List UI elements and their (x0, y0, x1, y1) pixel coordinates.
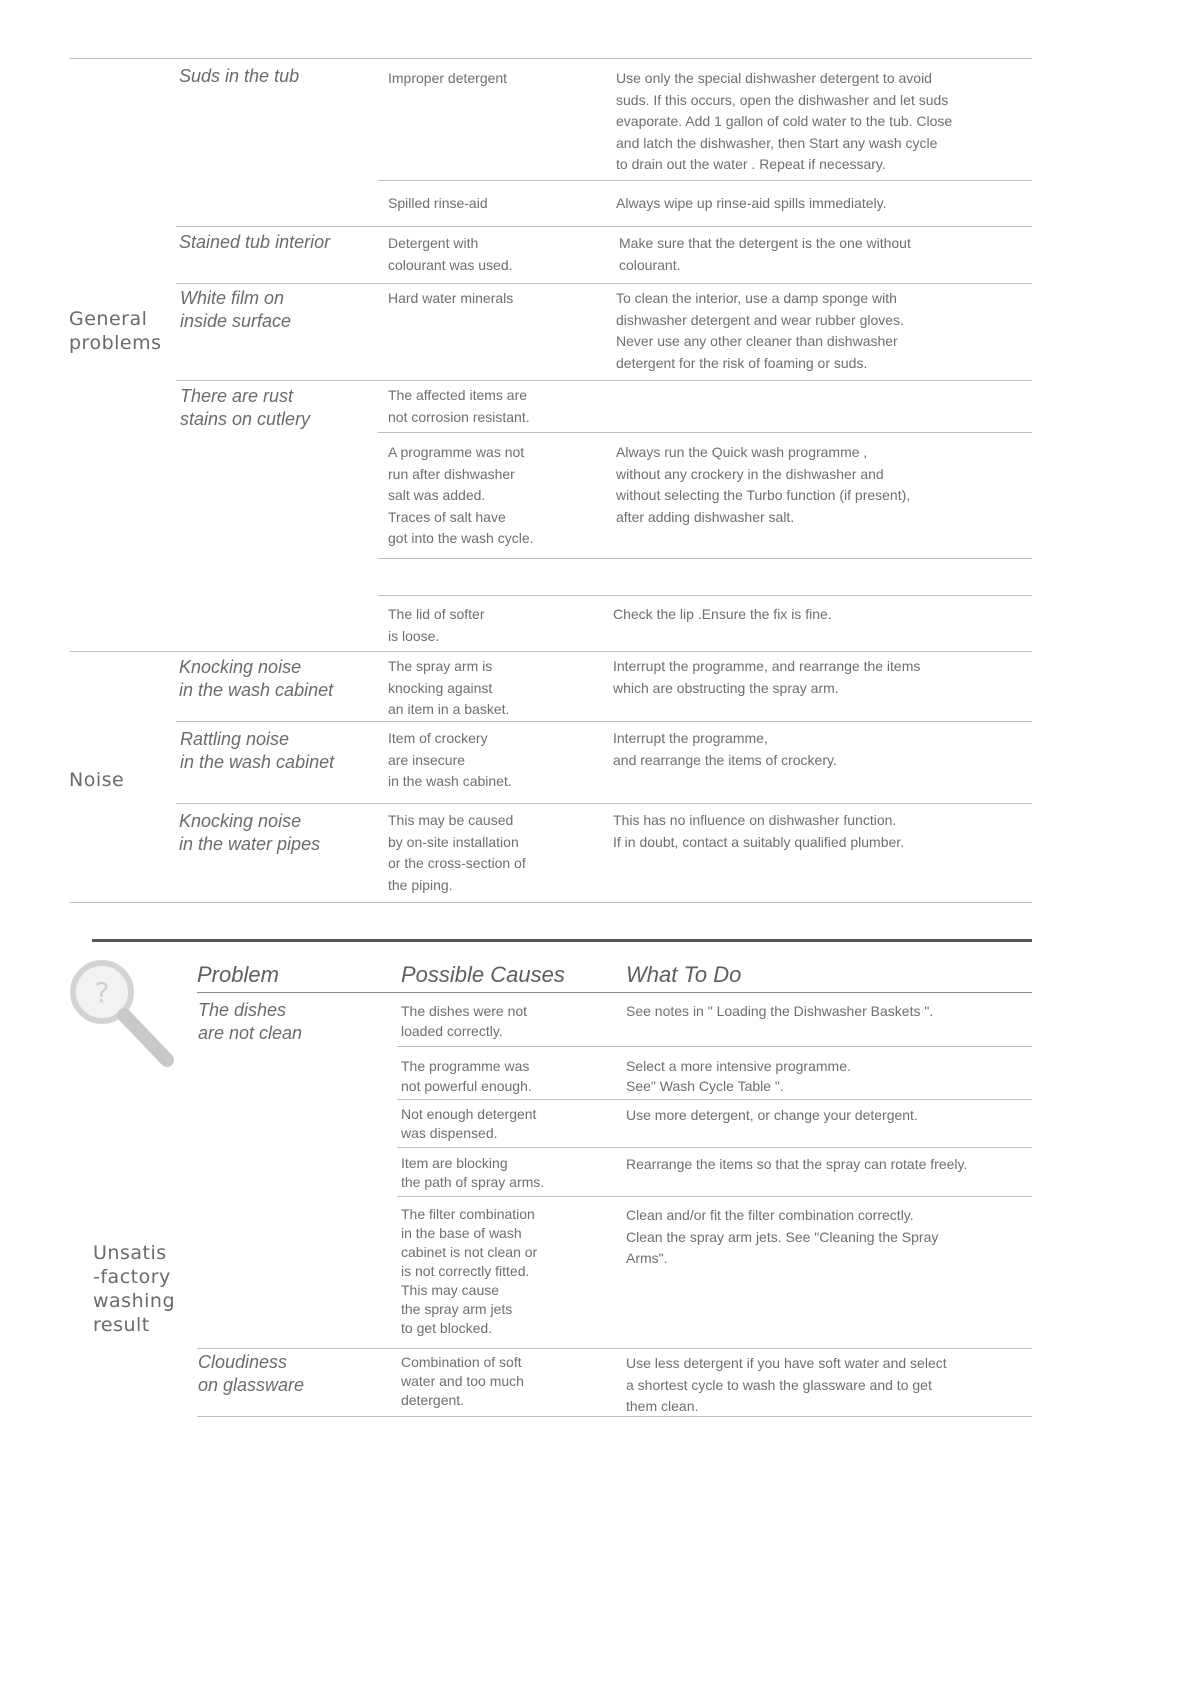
problem-cell: Cloudiness on glassware (198, 1352, 305, 1395)
category-noise: Noise (69, 769, 125, 791)
table-rule (197, 1348, 1032, 1349)
todo-cell: Interrupt the programme, and rearrange the items which are obstructing the spray arm. (613, 658, 921, 696)
cause-cell: Combination of soft water and too much detergent. (401, 1354, 524, 1408)
svg-text:?: ? (94, 976, 110, 1009)
category-general-problems: General problems (69, 308, 162, 354)
todo-cell: Use only the special dishwasher detergent to avoid suds. If this occurs, open the dishwasher and let suds evaporate. Add 1 gallon of cold water to the tub. Close and latch the dishwasher, then Start any wash cycle to drain out the water . Repeat if necessary. (616, 70, 953, 172)
table-rule (176, 721, 1032, 722)
problem-cell: Knocking noise in the wash cabinet (179, 657, 334, 700)
cause-cell: The lid of softer is loose. (388, 606, 485, 644)
todo-cell: Rearrange the items so that the spray can rotate freely. (626, 1156, 968, 1172)
table-rule (378, 432, 1032, 433)
todo-cell: Interrupt the programme, and rearrange the items of crockery. (613, 730, 837, 768)
problem-cell: White film on inside surface (180, 288, 292, 331)
cause-cell: The filter combination in the base of wash cabinet is not clean or is not correctly fitted. This may cause the spray arm jets to get blocked. (401, 1206, 538, 1336)
todo-cell: Always wipe up rinse-aid spills immediately. (616, 195, 887, 211)
todo-cell: This has no influence on dishwasher function. If in doubt, contact a suitably qualified plumber. (613, 812, 905, 850)
table-rule (378, 558, 1032, 559)
todo-cell: See notes in " Loading the Dishwasher Baskets ". (626, 1003, 934, 1019)
problem-cell: The dishes are not clean (198, 1000, 303, 1043)
table-rule (176, 283, 1032, 284)
table-rule (176, 226, 1032, 227)
problem-cell: Rattling noise in the wash cabinet (180, 729, 335, 772)
table-rule (70, 902, 1032, 903)
problem-cell: Stained tub interior (179, 232, 331, 252)
cause-cell: A programme was not run after dishwasher salt was added. Traces of salt have got into the wash cycle. (388, 444, 534, 546)
table-rule (176, 380, 1032, 381)
category-unsatisfactory-washing-result: Unsatis -factory washing result (93, 1242, 176, 1336)
todo-cell: Use more detergent, or change your detergent. (626, 1107, 918, 1123)
cause-cell: The spray arm is knocking against an item in a basket. (388, 658, 510, 717)
problem-cell: There are rust stains on cutlery (180, 386, 311, 429)
cause-cell: Spilled rinse-aid (388, 195, 488, 211)
table-rule (378, 180, 1032, 181)
cause-cell: Improper detergent (388, 70, 508, 86)
header-problem: Problem (197, 962, 279, 987)
cause-cell: The affected items are not corrosion resistant. (388, 387, 530, 425)
cause-cell: This may be caused by on-site installation or the cross-section of the piping. (388, 812, 526, 893)
header-what-to-do: What To Do (626, 962, 742, 987)
todo-cell: To clean the interior, use a damp sponge with dishwasher detergent and wear rubber gloves. Never use any other cleaner than dishwasher detergent for the risk of foaming or suds. (616, 290, 904, 371)
todo-cell: Make sure that the detergent is the one without colourant. (619, 235, 911, 273)
table-rule (397, 1196, 1032, 1197)
cause-cell: Hard water minerals (388, 290, 514, 306)
cause-cell: Not enough detergent was dispensed. (401, 1106, 537, 1141)
cause-cell: Detergent with colourant was used. (388, 235, 513, 273)
table-rule (378, 595, 1032, 596)
magnifier-question-icon (64, 955, 182, 1075)
todo-cell: Use less detergent if you have soft water and select a shortest cycle to wash the glassware and to get them clean. (626, 1355, 947, 1414)
section-divider (92, 939, 1032, 942)
header-possible-causes: Possible Causes (401, 962, 565, 987)
table-rule (397, 1099, 1032, 1100)
todo-cell: Clean and/or fit the filter combination correctly. Clean the spray arm jets. See "Cleaning the Spray Arms". (626, 1207, 939, 1266)
table-rule (197, 992, 1032, 993)
cause-cell: The programme was not powerful enough. (401, 1058, 532, 1094)
table-rule (397, 1046, 1032, 1047)
table-rule (70, 651, 1032, 652)
cause-cell: Item of crockery are insecure in the wash cabinet. (388, 730, 512, 789)
table-rule (70, 58, 1032, 59)
todo-cell: Select a more intensive programme. See" Wash Cycle Table ". (626, 1058, 851, 1094)
table-rule (176, 803, 1032, 804)
problem-cell: Knocking noise in the water pipes (179, 811, 321, 854)
todo-cell: Check the lip .Ensure the fix is fine. (613, 606, 832, 622)
cause-cell: Item are blocking the path of spray arms. (401, 1155, 545, 1190)
cause-cell: The dishes were not loaded correctly. (401, 1003, 528, 1039)
problem-cell: Suds in the tub (179, 66, 300, 86)
todo-cell: Always run the Quick wash programme , without any crockery in the dishwasher and without selecting the Turbo function (if present), after adding dishwasher salt. (616, 444, 911, 525)
table-rule (397, 1147, 1032, 1148)
